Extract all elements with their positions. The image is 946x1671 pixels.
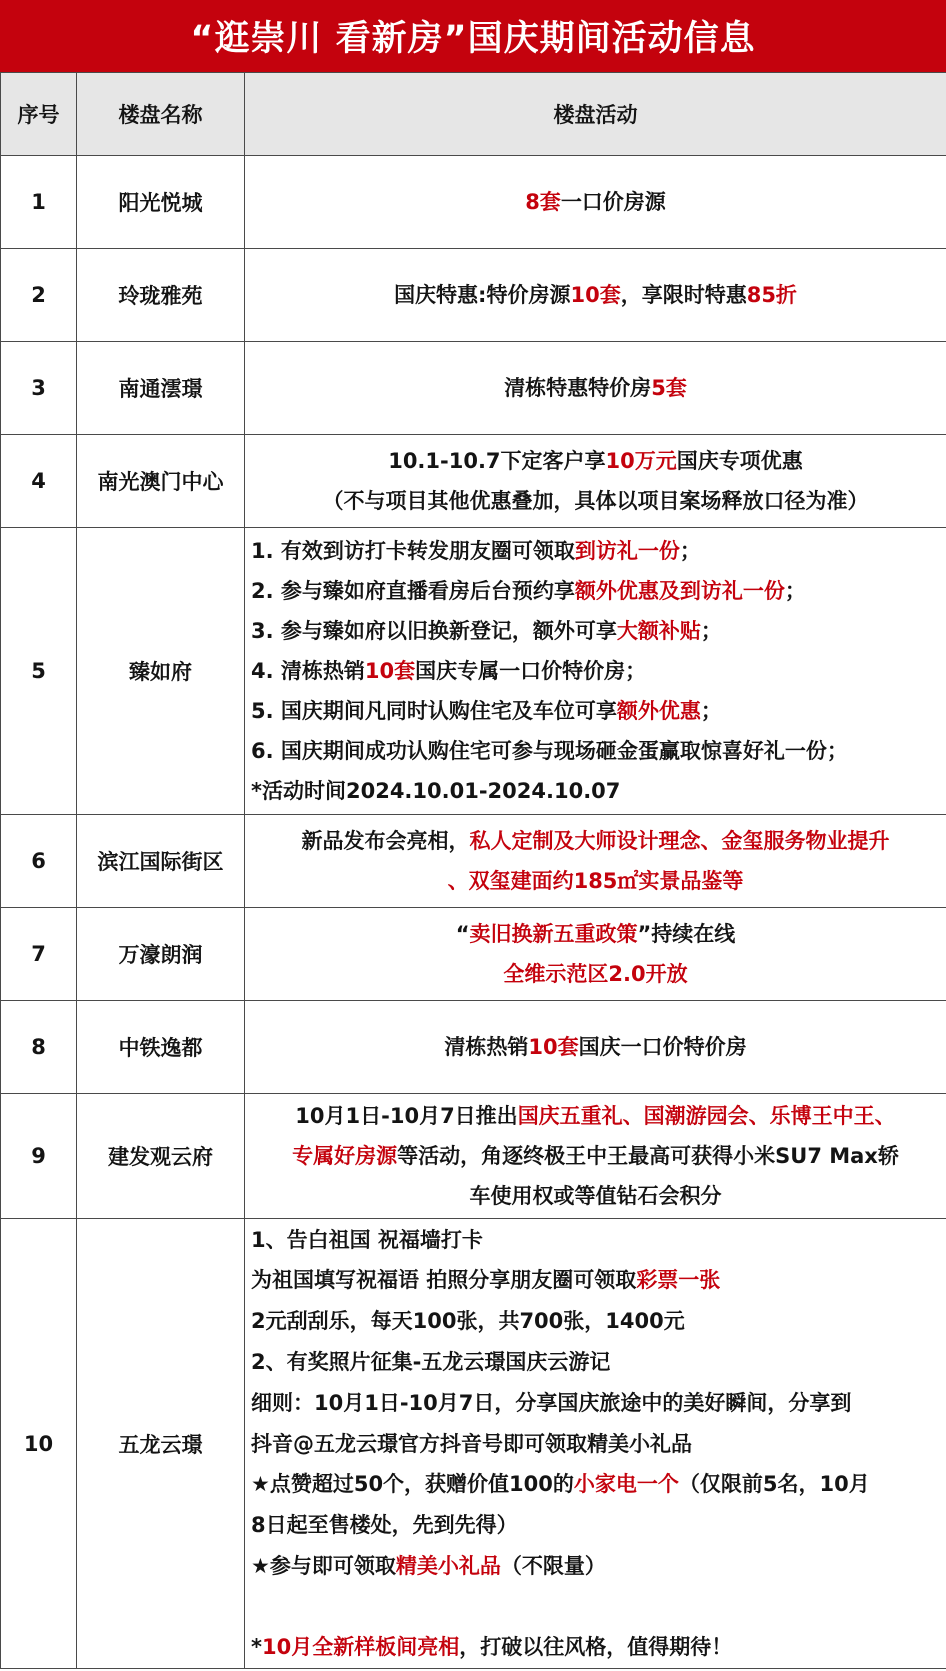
activity-line [245, 1096, 946, 1136]
activity-text: 细则：10月1日-10月7日，分享国庆旅途中的美好瞬间，分享到 [251, 1390, 852, 1415]
highlight-text: 精美小礼品 [395, 1553, 501, 1578]
activity-text: “ [455, 922, 470, 946]
column-header-index: 序号 [1, 73, 77, 156]
activity-line [251, 1383, 946, 1424]
activity-cell [245, 1219, 946, 1669]
highlight-text: 专属好房源 [292, 1144, 398, 1168]
highlight-text: 彩票一张 [636, 1268, 721, 1293]
property-name: 南光澳门中心 [77, 435, 245, 528]
activity-text: 清栋特惠特价房 [504, 376, 652, 400]
activity-text: *活动时间2024.10.01-2024.10.07 [251, 779, 621, 803]
row-index: 4 [1, 435, 77, 528]
activity-line [245, 368, 946, 408]
property-name: 万濠朗润 [77, 908, 245, 1001]
activity-text: 国庆特惠:特价房源 [394, 283, 571, 307]
highlight-text: 到访礼一份 [574, 539, 680, 563]
activity-cell [245, 156, 946, 249]
activity-text: 2. 参与臻如府直播看房后台预约享 [251, 579, 575, 603]
activity-line [251, 1301, 946, 1342]
activity-text: ，享限时特惠 [620, 283, 747, 307]
activity-text: 2、有奖照片征集-五龙云璟国庆云游记 [251, 1349, 611, 1374]
highlight-text: 卖旧换新五重政策 [469, 922, 638, 946]
activity-text: 等活动，角逐终极王中王最高可获得小米SU7 Max轿 [397, 1144, 899, 1168]
activity-line [245, 275, 946, 315]
property-name: 五龙云璟 [77, 1219, 245, 1669]
activity-line [251, 691, 946, 731]
activity-text: 车使用权或等值钻石会积分 [469, 1184, 722, 1208]
highlight-text: 85折 [746, 283, 797, 307]
activity-text: 为祖国填写祝福语 拍照分享朋友圈可领取 [251, 1268, 637, 1293]
activity-line [245, 821, 946, 861]
activity-text: ； [679, 539, 701, 563]
activity-text: ★点赞超过50个，获赠价值100的 [251, 1472, 574, 1497]
activity-line [245, 954, 946, 994]
activity-cell [245, 1001, 946, 1094]
activity-text: ★参与即可领取 [251, 1553, 396, 1578]
highlight-text: 5套 [651, 376, 687, 400]
activity-line [245, 861, 946, 901]
activity-text: 1、告白祖国 祝福墙打卡 [251, 1227, 483, 1252]
activity-line [245, 481, 946, 521]
property-name: 滨江国际街区 [77, 815, 245, 908]
column-header-activity: 楼盘活动 [245, 73, 946, 156]
table-row [1, 815, 946, 908]
activity-line [251, 611, 946, 651]
table-row [1, 156, 946, 249]
activity-line [251, 1260, 946, 1301]
activity-line [251, 1546, 946, 1587]
row-index: 8 [1, 1001, 77, 1094]
table-row [1, 342, 946, 435]
highlight-text: 国庆五重礼、国潮游园会、乐博王中王、 [517, 1104, 896, 1128]
highlight-text: 10月全新样板间亮相 [261, 1634, 460, 1659]
row-index: 1 [1, 156, 77, 249]
row-index: 5 [1, 528, 77, 815]
highlight-text: 10万元 [605, 449, 677, 473]
activity-line [251, 1587, 946, 1627]
highlight-text: 、双玺建面约185㎡实景品鉴等 [447, 869, 744, 893]
activity-text: （不与项目其他优惠叠加，具体以项目案场释放口径为准） [322, 489, 869, 513]
activity-cell [245, 1094, 946, 1219]
property-name: 中铁逸都 [77, 1001, 245, 1094]
row-index: 2 [1, 249, 77, 342]
activity-line [251, 531, 946, 571]
activity-line [245, 1176, 946, 1216]
activity-text: * [251, 1634, 262, 1659]
row-index: 6 [1, 815, 77, 908]
highlight-text: 私人定制及大师设计理念、金玺服务物业提升 [469, 829, 890, 853]
table-row [1, 1001, 946, 1094]
activity-line [245, 441, 946, 481]
activity-line [251, 1505, 946, 1546]
property-name: 南通澐璟 [77, 342, 245, 435]
property-name: 臻如府 [77, 528, 245, 815]
activity-line [251, 1342, 946, 1383]
activity-text: 国庆一口价特价房 [578, 1035, 747, 1059]
table-row [1, 1094, 946, 1219]
activity-text: ； [784, 579, 806, 603]
activity-table [0, 72, 946, 1669]
highlight-text: 10套 [364, 659, 416, 683]
table-header-row [1, 73, 946, 156]
table-row [1, 249, 946, 342]
activity-text: ； [700, 699, 722, 723]
table-row [1, 528, 946, 815]
activity-line [251, 1627, 946, 1668]
highlight-text: 额外优惠 [616, 699, 701, 723]
activity-cell [245, 908, 946, 1001]
activity-text: 抖音@五龙云璟官方抖音号即可领取精美小礼品 [251, 1431, 692, 1456]
activity-text: ； [700, 619, 722, 643]
activity-text: 4. 清栋热销 [251, 659, 365, 683]
activity-text: 2元刮刮乐，每天100张，共700张，1400元 [251, 1309, 685, 1334]
activity-text: 5. 国庆期间凡同时认购住宅及车位可享 [251, 699, 617, 723]
row-index: 9 [1, 1094, 77, 1219]
row-index: 3 [1, 342, 77, 435]
activity-text: 6. 国庆期间成功认购住宅可参与现场砸金蛋赢取惊喜好礼一份； [251, 739, 848, 763]
activity-line [245, 1027, 946, 1067]
highlight-text: 全维示范区2.0开放 [503, 962, 688, 986]
row-index: 7 [1, 908, 77, 1001]
property-name: 玲珑雅苑 [77, 249, 245, 342]
activity-line [245, 1136, 946, 1176]
activity-text: 3. 参与臻如府以旧换新登记，额外可享 [251, 619, 617, 643]
table-row [1, 908, 946, 1001]
activity-line [245, 914, 946, 954]
activity-line [251, 731, 946, 771]
property-name: 建发观云府 [77, 1094, 245, 1219]
activity-text: （仅限前5名，10月 [678, 1472, 870, 1497]
property-name: 阳光悦城 [77, 156, 245, 249]
activity-line [251, 771, 946, 811]
activity-text: 8日起至售楼处，先到先得） [251, 1513, 518, 1538]
activity-text: 国庆专项优惠 [676, 449, 803, 473]
row-index: 10 [1, 1219, 77, 1669]
highlight-text: 大额补贴 [616, 619, 701, 643]
activity-text: （不限量） [500, 1553, 606, 1578]
activity-text: 一口价房源 [560, 190, 666, 214]
activity-text: 1. 有效到访打卡转发朋友圈可领取 [251, 539, 575, 563]
activity-line [251, 1464, 946, 1505]
activity-cell [245, 815, 946, 908]
activity-text: 10月1日-10月7日推出 [295, 1104, 518, 1128]
table-row [1, 435, 946, 528]
activity-text: 10.1-10.7下定客户享 [388, 449, 606, 473]
highlight-text: 10套 [528, 1035, 579, 1059]
highlight-text: 8套 [525, 190, 561, 214]
activity-cell [245, 249, 946, 342]
activity-line [245, 182, 946, 222]
activity-line [251, 1220, 946, 1261]
activity-text: ”持续在线 [637, 922, 736, 946]
page-title: “逛崇川 看新房”国庆期间活动信息 [0, 0, 946, 72]
highlight-text: 额外优惠及到访礼一份 [574, 579, 785, 603]
activity-cell [245, 435, 946, 528]
activity-line [251, 571, 946, 611]
activity-text: 清栋热销 [444, 1035, 529, 1059]
activity-cell [245, 342, 946, 435]
highlight-text: 小家电一个 [573, 1472, 679, 1497]
column-header-name: 楼盘名称 [77, 73, 245, 156]
activity-cell [245, 528, 946, 815]
highlight-text: 10套 [570, 283, 621, 307]
activity-text: 国庆专属一口价特价房； [415, 659, 647, 683]
activity-text: ，打破以往风格，值得期待！ [459, 1634, 733, 1659]
activity-line [251, 1424, 946, 1465]
activity-text: 新品发布会亮相， [301, 829, 470, 853]
table-row [1, 1219, 946, 1669]
activity-line [251, 651, 946, 691]
